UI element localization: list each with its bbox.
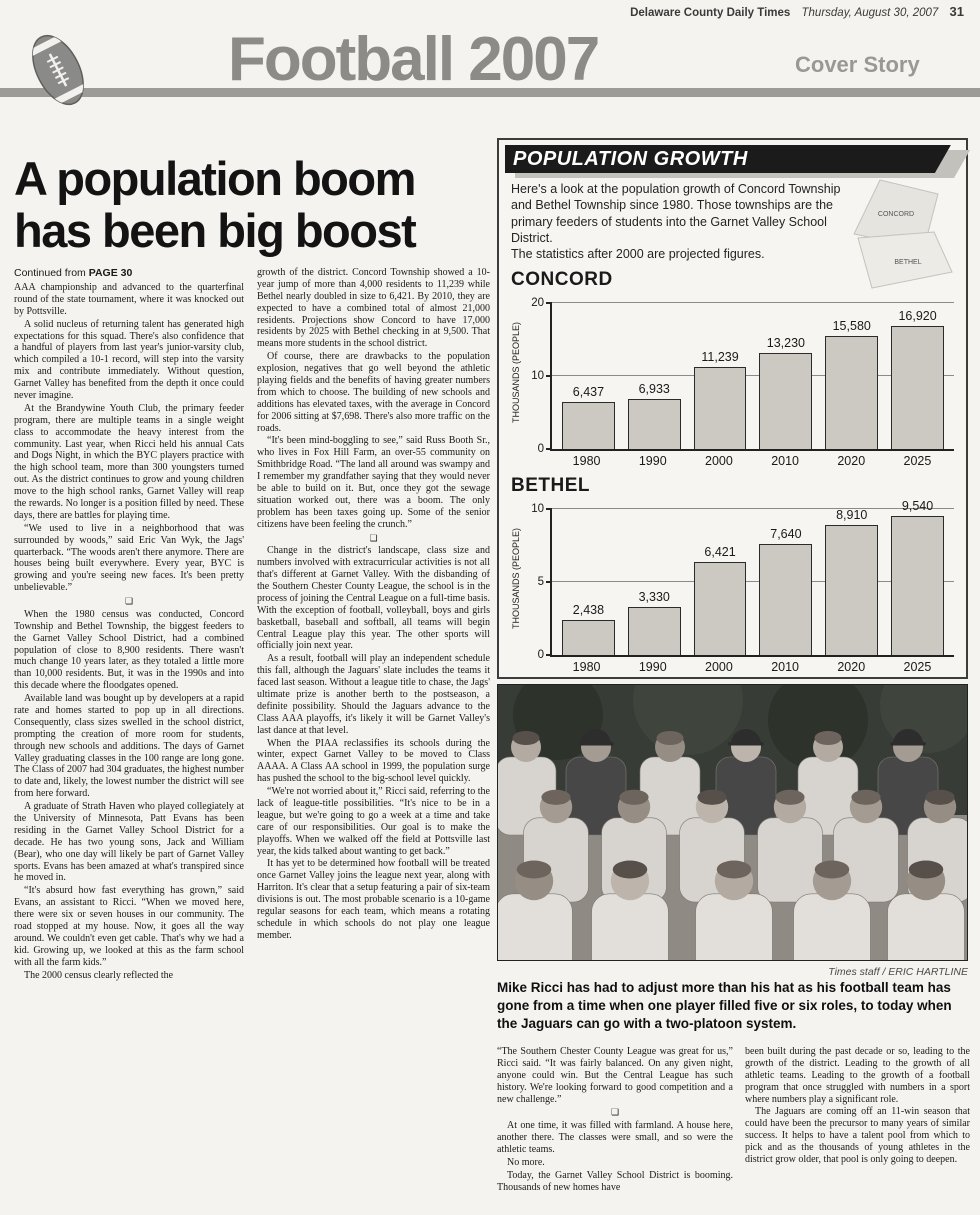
bar: [759, 544, 812, 656]
article-paragraph: AAA championship and advanced to the quarterfinal round of the state tournament, where it was knocked out by Pottsville.: [14, 282, 244, 317]
article-paragraph: Today, the Garnet Valley School District is booming. Thousands of new homes have: [497, 1169, 733, 1193]
bar: [694, 562, 747, 656]
x-tick-label: 1980: [572, 454, 601, 469]
infobox-title: POPULATION GROWTH: [513, 148, 748, 170]
bar-value-label: 6,933: [638, 381, 670, 396]
bar-slot: [891, 303, 944, 449]
article-paragraph: A graduate of Strath Haven who played collegiately at the University of Minnesota, Patt Evans has been residing in the Garnet Valley School District for a decade. He has two young sons, Jack and William (Bear), who one day will likely be part of Garnet Valley sports. Evans has been amazed at what's transpired since he moved in.: [14, 801, 244, 884]
bar: [825, 336, 878, 450]
article-paragraph: Available land was bought up by developers at a rapid rate and homes started to pop up in all directions. Consequently, class sizes swelled in the school district, prompting the creation of more room for students, through new schools and additions. The days of Garnet Valley graduating classes in the 100 range are long gone. The Class of 2007 had 304 graduates, the highest number to date and, likely, the lowest number the district will see from here forward.: [14, 693, 244, 800]
article-paragraph: It has yet to be determined how football will be treated once Garnet Valley joins the league next year, along with Harriton. It's clear that a setup featuring a pair of six-team divisions is out. The most probable scenario is a 10-game regular seasons for each team, which means a rotating schedule in which schools do not play one league member.: [257, 858, 490, 941]
continued-from-line: [14, 267, 132, 279]
bar-value-label: 16,920: [898, 308, 937, 323]
bethel-chart-plot: [526, 499, 954, 674]
article-paragraph: growth of the district. Concord Township showed a 10-year jump of more than 4,000 residents to 11,239 while Bethel nearly doubled in size to 6,421. By 2010, they are expected to have a combined total of almost 21,000 residents. Projections show Concord to have 17,000 residents by 2025 with Bethel checking in at 9,500. That means more students in the school district.: [257, 267, 490, 350]
bar-slot: [562, 303, 615, 449]
infobox-banner: [505, 145, 960, 173]
concord-map-label: CONCORD: [877, 211, 915, 218]
bar-value-label: 6,437: [572, 385, 605, 400]
bar-value-label: 7,640: [770, 526, 802, 541]
article-paragraph: As a result, football will play an independent schedule this fall, although the Jaguars' slate includes the teams it faced last season. Without a league title to chase, the Jags' ultimate prize is another berth to the postseason, a definite possibility. Should the Jaguars advance to the Class AAA playoffs, it's likely it will be Garnet Valley's last dance at that level.: [257, 653, 490, 736]
article-paragraph: When the 1980 census was conducted, Concord Township and Bethel Township, the biggest feeders to the Garnet Valley School District, had a combined population of close to 8,900 residents. There wasn't much change 10 years later, as they totaled a little more than 10,000 residents. But, it was in the 1990s and into this decade where the floodgates opened.: [14, 608, 244, 692]
bar-slot: [759, 509, 812, 655]
bar: [891, 326, 944, 450]
bars-group: [552, 498, 954, 655]
article-paragraph: Of course, there are drawbacks to the population explosion, negatives that go well beyond the athletic playing fields and the benefits of having greater numbers from which to choose. The building of new schools and additions has elevated taxes, with the average in Concord for 2006 sitting at $7,698. There's also more traffic on the roads.: [257, 351, 490, 434]
article-headline: A population boom has been big boost: [14, 152, 416, 258]
bar: [825, 525, 878, 655]
concord-chart: [511, 293, 954, 468]
article-paragraph: Change in the district's landscape, class size and numbers involved with extracurricular activities is not all that's different at Garnet Valley. With the disbanding of the Southern Chester County League, the school is in the process of joining the Central League on a full-time basis. With the exception of football, volleyball, boys and girls basketball, baseball and softball, all teams will begin Central League play this year. The other sports will officially join next year.: [257, 545, 490, 652]
infobox-intro: Here's a look at the population growth of Concord Township and Bethel Township since 1980. Those townships are the primary feeders of students into the Garnet Valley School District.: [511, 182, 841, 245]
paper-name: Delaware County Daily Times: [630, 7, 791, 19]
article-paragraph: “It's been mind-boggling to see,” said Russ Booth Sr., who lives in Fox Hill Farm, an over-55 community on Smithbridge Road. “The land all around was swampy and I remember my grandfather saying that they would never be able to build on it. But, once they got the sewage situation worked out, there was a boom. The only problem has been taxes going up. Some of the senior citizens have been feeling the crunch.”: [257, 435, 490, 530]
concord-chart-title: CONCORD: [511, 269, 613, 291]
masthead: [630, 4, 964, 19]
bar-slot: [628, 509, 681, 655]
bar-slot: [825, 509, 878, 655]
concord-y-axis-label: THOUSANDS (PEOPLE): [511, 321, 521, 423]
bar-slot: [694, 303, 747, 449]
bar-slot: [759, 303, 812, 449]
football-icon: [18, 22, 98, 118]
y-tick-label: 20: [531, 297, 544, 310]
bar-value-label: 8,910: [836, 508, 868, 523]
x-tick-label: 1990: [638, 660, 667, 675]
article-paragraph: The 2000 census clearly reflected the: [24, 969, 174, 981]
article-paragraph: The Jaguars are coming off an 11-win season that could have been the precursor to many years of similar success. It helps to have a talent pool from which to pick and as the thousands of young athletes in the district grow older, that pool is only going to deepen.: [745, 1106, 970, 1166]
y-tick-label: 0: [537, 649, 544, 662]
team-photo-svg: [498, 685, 967, 960]
bethel-map-label: BETHEL: [894, 259, 922, 266]
bar-value-label: 11,239: [701, 350, 739, 365]
issue-date: Thursday, August 30, 2007: [801, 7, 939, 19]
photo-caption: Mike Ricci has had to adjust more than his hat as his football team has gone from a time when one player filled five or six roles, to today when the Jaguars can go with a two-platoon system.: [497, 980, 952, 1031]
x-tick-label: 2020: [837, 454, 866, 469]
photo-credit: Times staff / ERIC HARTLINE: [828, 966, 968, 978]
y-tick-label: 10: [531, 503, 544, 516]
bar: [694, 367, 747, 449]
x-tick-label: 2025: [903, 660, 932, 675]
infobox-note: The statistics after 2000 are projected figures.: [511, 247, 765, 261]
cover-story-label: Cover Story: [795, 52, 920, 77]
article-paragraph: “We're not worried about it,” Ricci said, referring to the lack of league-title possibilities. “It's nice to be in a league, but we're going to go a week at a time and take care of our responsibilities. Our goal is to make the playoffs. When we walked off the field at Pottsville last year, the kids talked about wanting to get back.”: [257, 786, 490, 857]
township-map: [838, 176, 960, 294]
team-photo: [497, 684, 968, 961]
section-divider-icon: ❏: [369, 532, 378, 543]
bar-slot: [891, 498, 944, 655]
bar: [628, 607, 681, 656]
y-tick-label: 0: [537, 443, 544, 456]
bar: [562, 402, 615, 449]
article-bottom-column-2: [745, 1046, 970, 1214]
x-tick-label: 1980: [572, 660, 601, 675]
bar-value-label: 3,330: [638, 589, 670, 604]
section-title: Football 2007: [228, 25, 599, 94]
x-tick-label: 2010: [771, 660, 799, 675]
bars-group: [552, 303, 954, 449]
bethel-chart-title: BETHEL: [511, 475, 590, 497]
bar: [891, 516, 944, 655]
x-tick-label: 2020: [837, 660, 866, 675]
bethel-y-axis-label: THOUSANDS (PEOPLE): [511, 527, 521, 629]
article-paragraph: When the PIAA reclassifies its schools during the winter, expect Garnet Valley to be moved to Class AAAA. A Class AA school in 1999, the population surge has pushed the school to the big-school level quickly.: [257, 737, 490, 785]
x-tick-label: 1990: [638, 454, 667, 469]
y-tick-label: 10: [531, 370, 544, 383]
continued-prefix: Continued from: [14, 267, 89, 279]
x-tick-label: 2025: [903, 454, 932, 469]
bar-value-label: 2,438: [572, 602, 605, 617]
plot-area: [531, 297, 954, 456]
x-axis-labels: [550, 451, 954, 468]
bar-value-label: 13,230: [766, 335, 806, 350]
continued-page-ref: PAGE 30: [88, 267, 133, 279]
article-paragraph: No more.: [507, 1156, 545, 1168]
x-axis-labels: [550, 657, 954, 674]
bar-slot: [628, 303, 681, 449]
article-paragraph: “It's absurd how fast everything has grown,” said Evans, an assistant to Ricci. “When we moved here, there were six or seven houses in our community. The road stopped at my house. Now, it goes all the way around. We couldn't even get cable. That's why we had a kid. Growing up, we looked at this as the farm school with all the farm kids.”: [14, 885, 244, 968]
bar-value-label: 15,580: [832, 318, 871, 333]
bar-value-label: 6,421: [704, 544, 736, 559]
section-divider-icon: ❏: [610, 1107, 620, 1118]
article-bottom-column-1: [497, 1046, 733, 1214]
bethel-chart: [511, 499, 954, 674]
bar: [628, 399, 681, 450]
article-paragraph: been built during the past decade or so, leading to the growth of the district. Leading to the growth of all athletic teams. Leading to the growth of a football program that once struggled with numbers in a sport where numbers play a significant role.: [745, 1046, 970, 1105]
bar: [562, 620, 615, 656]
x-tick-label: 2010: [771, 454, 799, 469]
page-number: 31: [949, 4, 964, 19]
y-tick-label: 5: [537, 576, 544, 589]
x-tick-label: 2000: [705, 660, 733, 675]
population-growth-infobox: [497, 138, 968, 679]
bar-slot: [694, 509, 747, 655]
article-column-2: [257, 267, 490, 1212]
x-tick-label: 2000: [705, 454, 733, 469]
article-paragraph: “We used to live in a neighborhood that was surrounded by woods,” said Eric Van Wyk, the Jags' quarterback. “The woods aren't there anymore. There are houses being built everywhere. Every year, BYC is growing and you're seeing new faces. It's been pretty unbelievable.”: [14, 522, 244, 594]
article-column-1: [14, 282, 244, 1212]
article-paragraph: A solid nucleus of returning talent has generated high expectations for this squad. There's also confidence that a handful of players from last year's junior-varsity club, which compiled a 10-1 record, will step into the varsity mix and contribute immediately. Without question, Garnet Valley has benefited from the depth it once could never imagine.: [14, 318, 244, 402]
bar: [759, 353, 812, 450]
article-paragraph: At one time, it was filled with farmland. A house here, another there. The classes were small, and so were the athletic teams.: [497, 1120, 733, 1155]
concord-chart-plot: [526, 293, 954, 468]
section-divider-icon: ❏: [124, 596, 134, 607]
article-paragraph: “The Southern Chester County League was great for us,” Ricci said. “It was fairly balanced. On any given night, anyone could win. But the Central League has such history. We're looking forward to good competition and a new challenge.”: [497, 1046, 733, 1105]
bar-value-label: 9,540: [901, 498, 934, 513]
article-paragraph: At the Brandywine Youth Club, the primary feeder program, there are multiple teams in a single weight class to accommodate the heavy interest from the community. Last year, when Ricci held his annual Cats and Dogs Night, in which the BYC players practice with the high school team, more than 300 youngsters turned out. As the district continues to grow and young children move to the high school ranks, Garnet Valley will reap the rewards. No longer is a position filled by need. These days, there are battles for playing time.: [14, 402, 244, 521]
bar-slot: [825, 303, 878, 449]
plot-area: [531, 498, 954, 662]
bar-slot: [562, 509, 615, 655]
